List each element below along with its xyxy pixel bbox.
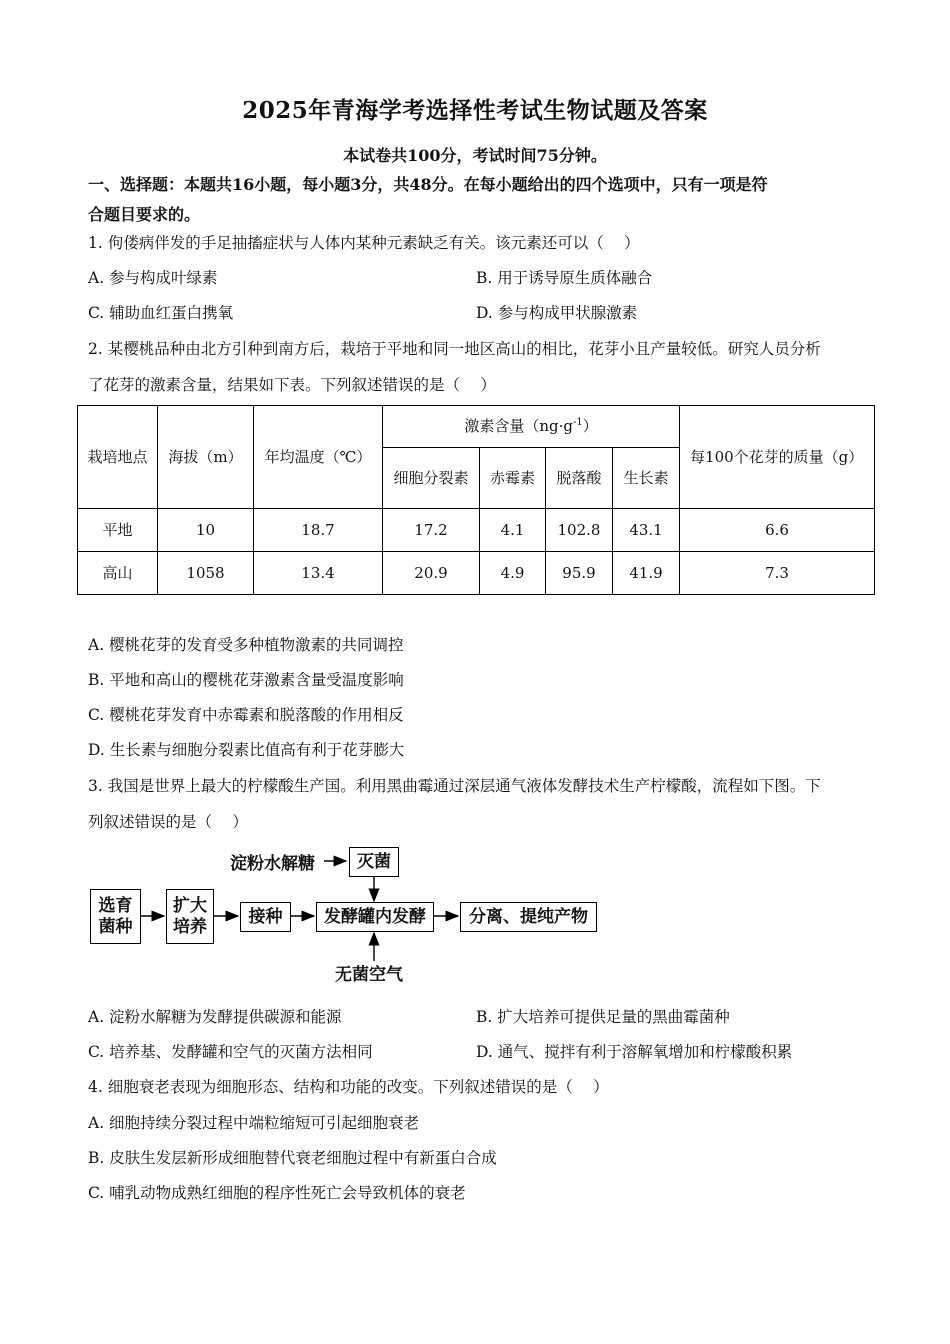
flow-separate-box: 分离、提纯产物 bbox=[460, 902, 597, 932]
cell-cytokinin: 17.2 bbox=[383, 509, 480, 552]
q1-option-c: C. 辅助血红蛋白携氧 bbox=[88, 304, 234, 322]
q2-stem-line1: 2. 某樱桃品种由北方引种到南方后，栽培于平地和同一地区高山的相比，花芽小且产量较低。研究人员分析 bbox=[88, 340, 821, 358]
page-title: 2025年青海学考选择性考试生物试题及答案 bbox=[242, 97, 708, 124]
q3-option-b: B. 扩大培养可提供足量的黑曲霉菌种 bbox=[476, 1008, 730, 1026]
cell-site: 平地 bbox=[78, 509, 158, 552]
header-cytokinin: 细胞分裂素 bbox=[383, 448, 480, 509]
q3-option-c: C. 培养基、发酵罐和空气的灭菌方法相同 bbox=[88, 1043, 373, 1061]
cell-temperature: 18.7 bbox=[254, 509, 383, 552]
q3-option-d: D. 通气、搅拌有利于溶解氧增加和柠檬酸积累 bbox=[476, 1043, 793, 1061]
flow-select-strain-box bbox=[90, 889, 141, 944]
section-heading-line2: 合题目要求的。 bbox=[88, 205, 201, 224]
cell-gibberellin: 4.1 bbox=[480, 509, 546, 552]
cell-temperature: 13.4 bbox=[254, 552, 383, 595]
flow-sterile-air: 无菌空气 bbox=[335, 965, 403, 985]
header-gibberellin: 赤霉素 bbox=[480, 448, 546, 509]
hormone-unit-close: ） bbox=[582, 417, 598, 436]
cell-gibberellin: 4.9 bbox=[480, 552, 546, 595]
table-row-flatland bbox=[78, 509, 875, 552]
header-altitude: 海拔（m） bbox=[158, 406, 254, 509]
flow-ferment-box: 发酵罐内发酵 bbox=[316, 902, 434, 932]
flow-sterilize-box: 灭菌 bbox=[349, 847, 399, 877]
cell-bud-mass: 6.6 bbox=[680, 509, 875, 552]
q4-option-c: C. 哺乳动物成熟红细胞的程序性死亡会导致机体的衰老 bbox=[88, 1184, 466, 1202]
header-temperature: 年均温度（℃） bbox=[254, 406, 383, 509]
header-bud-mass: 每100个花芽的质量（g） bbox=[680, 406, 875, 509]
q4-stem: 4. 细胞衰老表现为细胞形态、结构和功能的改变。下列叙述错误的是（ ） bbox=[88, 1078, 609, 1096]
flow-expand-culture-box bbox=[166, 889, 214, 944]
cell-abscisic-acid: 95.9 bbox=[546, 552, 613, 595]
q3-stem-line2: 列叙述错误的是（ ） bbox=[88, 813, 248, 831]
hormone-unit-label: 激素含量（ng·g bbox=[464, 417, 573, 436]
flow-expand-line1: 扩大 bbox=[173, 896, 207, 917]
flow-expand-line2: 培养 bbox=[173, 916, 207, 937]
flow-inoculate-box: 接种 bbox=[240, 902, 291, 932]
cell-altitude: 10 bbox=[158, 509, 254, 552]
q3-stem-line1: 3. 我国是世界上最大的柠檬酸生产国。利用黑曲霉通过深层通气液体发酵技术生产柠檬酸，流程如下图。下 bbox=[88, 777, 821, 795]
q2-option-b: B. 平地和高山的樱桃花芽激素含量受温度影响 bbox=[88, 671, 404, 689]
cell-auxin: 43.1 bbox=[613, 509, 680, 552]
q4-option-a: A. 细胞持续分裂过程中端粒缩短可引起细胞衰老 bbox=[88, 1114, 420, 1132]
cell-altitude: 1058 bbox=[158, 552, 254, 595]
q2-stem-line2: 了花芽的激素含量，结果如下表。下列叙述错误的是（ ） bbox=[88, 376, 496, 394]
q2-option-c: C. 樱桃花芽发育中赤霉素和脱落酸的作用相反 bbox=[88, 706, 404, 724]
q3-option-a: A. 淀粉水解糖为发酵提供碳源和能源 bbox=[88, 1008, 342, 1026]
q4-option-b: B. 皮肤生发层新形成细胞替代衰老细胞过程中有新蛋白合成 bbox=[88, 1149, 497, 1167]
cell-site: 高山 bbox=[78, 552, 158, 595]
q2-option-a: A. 樱桃花芽的发育受多种植物激素的共同调控 bbox=[88, 636, 404, 654]
cell-cytokinin: 20.9 bbox=[383, 552, 480, 595]
q1-option-a: A. 参与构成叶绿素 bbox=[88, 269, 218, 287]
header-hormone-content bbox=[383, 406, 680, 448]
header-site: 栽培地点 bbox=[78, 406, 158, 509]
q1-option-d: D. 参与构成甲状腺激素 bbox=[476, 304, 638, 322]
cell-auxin: 41.9 bbox=[613, 552, 680, 595]
q1-stem: 1. 佝偻病伴发的手足抽搐症状与人体内某种元素缺乏有关。该元素还可以（ ） bbox=[88, 234, 640, 252]
flow-select-line1: 选育 bbox=[98, 896, 133, 917]
hormone-unit-exponent: -1 bbox=[572, 417, 583, 429]
cell-bud-mass: 7.3 bbox=[680, 552, 875, 595]
cell-abscisic-acid: 102.8 bbox=[546, 509, 613, 552]
hormone-table bbox=[77, 405, 875, 595]
q2-option-d: D. 生长素与细胞分裂素比值高有利于花芽膨大 bbox=[88, 741, 405, 759]
section-heading-line1: 一、选择题：本题共16小题，每小题3分，共48分。在每小题给出的四个选项中，只有一项是符 bbox=[88, 175, 768, 194]
citric-acid-flowchart bbox=[88, 843, 608, 983]
flow-select-line2: 菌种 bbox=[98, 916, 133, 937]
table-row-mountain bbox=[78, 552, 875, 595]
flow-starch-sugar: 淀粉水解糖 bbox=[230, 854, 315, 874]
exam-info: 本试卷共100分，考试时间75分钟。 bbox=[343, 146, 607, 165]
q1-option-b: B. 用于诱导原生质体融合 bbox=[476, 269, 653, 287]
header-abscisic-acid: 脱落酸 bbox=[546, 448, 613, 509]
header-auxin: 生长素 bbox=[613, 448, 680, 509]
